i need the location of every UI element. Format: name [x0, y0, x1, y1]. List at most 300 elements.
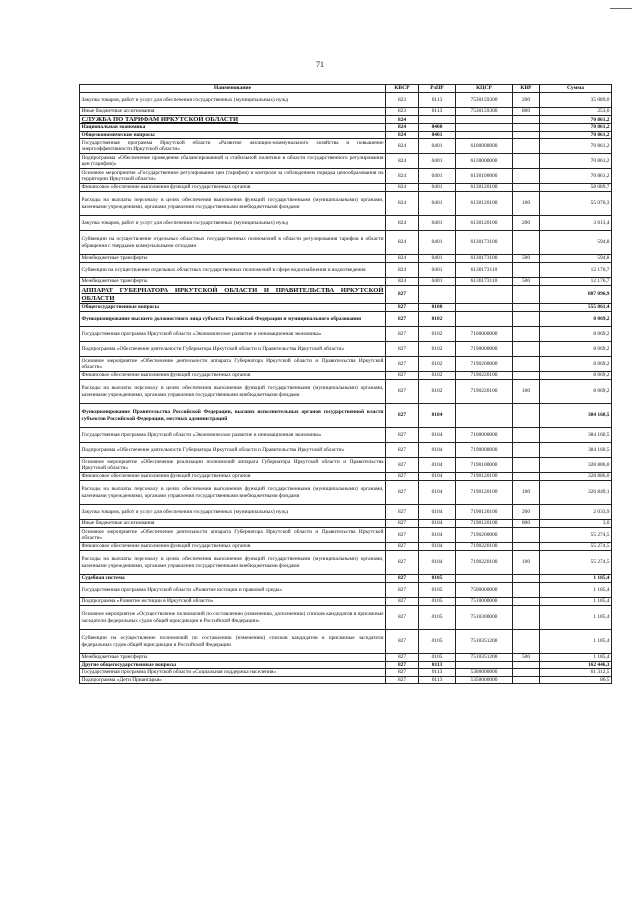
cell-name: Межбюджетные трансферты [80, 654, 386, 662]
cell-name: СЛУЖБА ПО ТАРИФАМ ИРКУТСКОЙ ОБЛАСТИ [80, 116, 386, 124]
cell-rzpr: 0400 [419, 124, 456, 131]
cell-kcsr [456, 662, 513, 669]
table-row [80, 116, 612, 124]
cell-kvsr: 827 [386, 528, 419, 543]
cell-name: Государственная программа Иркутской области «Экономическое развитие и инновационная экономика» [80, 428, 386, 443]
cell-name: Подпрограмма «Обеспечение деятельности Губернатора Иркутской области и Правительства Иркутской области» [80, 342, 386, 357]
cell-kvr [513, 116, 540, 124]
cell-rzpr: 0401 [419, 192, 456, 216]
cell-rzpr: 0401 [419, 154, 456, 169]
cell-kvr [513, 184, 540, 192]
cell-rzpr: 0113 [419, 676, 456, 683]
cell-sum: 326 849,1 [540, 481, 612, 505]
cell-kvsr: 827 [386, 428, 419, 443]
cell-name: Субвенции на осуществление отдельных областных государственных полномочий в области регулирования тарифов в области обращения с твердыми коммунальными отходами [80, 231, 386, 255]
table-row [80, 327, 612, 342]
cell-sum: 70 861,2 [540, 131, 612, 138]
cell-kvr: 100 [513, 380, 540, 404]
cell-kvsr: 827 [386, 505, 419, 520]
cell-kcsr: 7530159300 [456, 93, 513, 108]
cell-sum: 1 185,4 [540, 630, 612, 654]
cell-kvr: 800 [513, 108, 540, 116]
cell-sum: 8 069,2 [540, 312, 612, 327]
cell-kcsr: 7190000000 [456, 342, 513, 357]
cell-kcsr: 6130120100 [456, 184, 513, 192]
cell-rzpr: 0104 [419, 458, 456, 473]
budget-table [79, 84, 612, 684]
cell-sum: 3 013,4 [540, 216, 612, 231]
cell-name: Государственная программа Иркутской области «Развитие юстиции и правовой среды» [80, 583, 386, 598]
cell-name: Функционирование Правительства Российской Федерации, высших исполнительных органов государственной власти субъектов Российской Федерации, местных администраций [80, 404, 386, 428]
column-header-kcsr: КЦСР [456, 85, 513, 93]
cell-sum: 807 096,9 [540, 286, 612, 304]
cell-kvsr: 827 [386, 520, 419, 528]
cell-kcsr: 7510351200 [456, 654, 513, 662]
cell-kcsr [456, 286, 513, 304]
cell-kvsr: 824 [386, 278, 419, 286]
cell-name: Закупка товаров, работ и услуг для обеспечения государственных (муниципальных) нужд [80, 93, 386, 108]
cell-kvr [513, 231, 540, 255]
cell-sum: 12 176,7 [540, 278, 612, 286]
cell-sum: 1 185,4 [540, 598, 612, 606]
cell-kvsr: 824 [386, 255, 419, 263]
table-row [80, 255, 612, 263]
cell-kcsr: 7190100000 [456, 458, 513, 473]
cell-kvsr: 824 [386, 131, 419, 138]
cell-kcsr: 6130000000 [456, 154, 513, 169]
cell-sum: 70 861,2 [540, 139, 612, 154]
column-header-kvsr: КВСР [386, 85, 419, 93]
cell-name: Национальная экономика [80, 124, 386, 131]
cell-name: Другие общегосударственные вопросы [80, 662, 386, 669]
cell-kcsr: 7190120100 [456, 473, 513, 481]
cell-kvr [513, 139, 540, 154]
cell-kvsr: 827 [386, 598, 419, 606]
cell-kvsr: 827 [386, 443, 419, 458]
table-row [80, 154, 612, 169]
cell-rzpr: 0104 [419, 404, 456, 428]
cell-kvr [513, 263, 540, 278]
cell-sum: 55 274,5 [540, 551, 612, 575]
cell-kvsr: 824 [386, 184, 419, 192]
cell-kvr [513, 473, 540, 481]
cell-name: Основное мероприятие «Обеспечение деятельности аппарата Губернатора Иркутской области и Правительства Иркутской области» [81, 357, 384, 370]
cell-kvr [513, 357, 540, 372]
table-row [80, 598, 612, 606]
cell-kvr: 500 [513, 278, 540, 286]
cell-sum: 384 160,5 [540, 443, 612, 458]
table-row [80, 312, 612, 327]
cell-name: Межбюджетные трансферты [80, 255, 386, 263]
cell-sum: 8 069,2 [540, 380, 612, 404]
cell-kvsr: 827 [386, 342, 419, 357]
table-header-row [80, 85, 612, 93]
cell-kvr [513, 154, 540, 169]
cell-kvsr: 824 [386, 263, 419, 278]
cell-sum: 1 185,4 [540, 654, 612, 662]
table-row [80, 481, 612, 505]
cell-rzpr: 0102 [419, 357, 456, 372]
cell-kvsr: 827 [386, 669, 419, 676]
table-row [80, 520, 612, 528]
cell-kvr: 200 [513, 93, 540, 108]
cell-kcsr: 7510000000 [456, 598, 513, 606]
cell-rzpr: 0401 [419, 263, 456, 278]
cell-sum: 55 274,5 [540, 543, 612, 551]
table-row [80, 169, 612, 184]
cell-name: Подпрограмма «Дети Приангарья» [80, 676, 386, 683]
cell-kcsr [456, 312, 513, 327]
cell-rzpr: 0105 [419, 606, 456, 630]
cell-sum: 70 861,2 [540, 116, 612, 124]
cell-kvsr: 824 [386, 116, 419, 124]
cell-name: Подпрограмма «Обеспечение проведения сбалансированной и стабильной политики в области государственного регулирования цен (тарифов)» [81, 154, 384, 167]
cell-sum: 594,8 [540, 231, 612, 255]
table-row [80, 458, 612, 473]
cell-kvsr: 827 [386, 630, 419, 654]
cell-kvr [513, 528, 540, 543]
cell-kvsr: 827 [386, 458, 419, 473]
cell-name: Закупка товаров, работ и услуг для обеспечения государственных (муниципальных) нужд [80, 216, 386, 231]
cell-kcsr: 7510351200 [456, 630, 513, 654]
cell-kcsr: 7190220100 [456, 372, 513, 380]
table-row [80, 304, 612, 312]
cell-name: Расходы на выплаты персоналу в целях обеспечения выполнения функций государственными (муниципальными) органами, казенными учреждениями, органами управления государственными внебюджетными фондами [80, 481, 386, 505]
cell-kcsr [456, 304, 513, 312]
table-row [80, 372, 612, 380]
cell-kcsr: 7100000000 [456, 428, 513, 443]
cell-kvsr: 823 [386, 93, 419, 108]
cell-kvr [513, 131, 540, 138]
cell-kcsr [456, 124, 513, 131]
cell-name: Государственная программа Иркутской области «Развитие жилищно-коммунального хозяйства и повышение энергоэффективности Иркутской области» [81, 139, 384, 152]
cell-kvsr: 827 [386, 404, 419, 428]
corner-mark [610, 8, 632, 9]
cell-sum: 8 069,2 [540, 342, 612, 357]
cell-kcsr: 7190200000 [456, 528, 513, 543]
table-row [80, 108, 612, 116]
cell-kcsr: 6130100000 [456, 169, 513, 184]
cell-kvr [513, 583, 540, 598]
cell-kvsr: 827 [386, 676, 419, 683]
table-row [80, 139, 612, 154]
cell-kvr [513, 304, 540, 312]
cell-kvsr: 827 [386, 583, 419, 598]
cell-sum: 61 312,5 [540, 669, 612, 676]
cell-kvsr: 827 [386, 551, 419, 575]
cell-name: Расходы на выплаты персоналу в целях обеспечения выполнения функций государственными (муниципальными) органами, казенными учреждениями, органами управления государственными внебюджетными фондами [80, 380, 386, 404]
cell-kvr [513, 428, 540, 443]
cell-rzpr: 0100 [419, 304, 456, 312]
cell-kcsr [456, 116, 513, 124]
cell-kvr: 100 [513, 551, 540, 575]
cell-sum: 384 160,5 [540, 428, 612, 443]
cell-kcsr [456, 131, 513, 138]
cell-sum: 55 274,5 [540, 528, 612, 543]
table-row [80, 278, 612, 286]
cell-kcsr [456, 575, 513, 583]
cell-name: Закупка товаров, работ и услуг для обеспечения государственных (муниципальных) нужд [80, 505, 386, 520]
cell-kvr [513, 543, 540, 551]
table-row [80, 263, 612, 278]
table-row [80, 630, 612, 654]
cell-rzpr: 0104 [419, 551, 456, 575]
cell-name: Основное мероприятие «Государственное регулирование цен (тарифов) и контроля за соблюдением порядка ценообразования на территории Иркутской области» [81, 169, 384, 182]
table-row [80, 93, 612, 108]
cell-kvsr: 827 [386, 473, 419, 481]
cell-rzpr [419, 116, 456, 124]
cell-kcsr: 7190220100 [456, 380, 513, 404]
cell-kvr [513, 662, 540, 669]
table-row [80, 662, 612, 669]
cell-name: Финансовое обеспечение выполнения функций государственных органов [80, 184, 386, 192]
cell-kvsr: 827 [386, 312, 419, 327]
cell-kvr: 500 [513, 654, 540, 662]
cell-kvsr: 824 [386, 169, 419, 184]
cell-rzpr [419, 286, 456, 304]
table-row [80, 124, 612, 131]
cell-kcsr: 6130120100 [456, 216, 513, 231]
cell-kvr [513, 404, 540, 428]
cell-sum: 2 033,9 [540, 505, 612, 520]
table-row [80, 654, 612, 662]
cell-rzpr: 0104 [419, 428, 456, 443]
cell-kvr: 200 [513, 505, 540, 520]
cell-rzpr: 0105 [419, 654, 456, 662]
cell-name: Подпрограмма «Развитие юстиции в Иркутской области» [80, 598, 386, 606]
cell-rzpr: 0401 [419, 184, 456, 192]
cell-rzpr: 0113 [419, 669, 456, 676]
cell-kcsr: 7530159300 [456, 108, 513, 116]
cell-sum: 70 861,2 [540, 169, 612, 184]
cell-name: Судебная система [80, 575, 386, 583]
cell-rzpr: 0401 [419, 216, 456, 231]
table-row [80, 357, 612, 372]
cell-name: Общеэкономические вопросы [80, 131, 386, 138]
column-header-name: Наименование [80, 85, 386, 93]
table-row [80, 606, 612, 630]
table-row [80, 528, 612, 543]
cell-kvsr: 827 [386, 286, 419, 304]
cell-kcsr: 7190120100 [456, 481, 513, 505]
cell-name: Государственная программа Иркутской области «Экономическое развитие и инновационная экономика» [80, 327, 386, 342]
cell-rzpr: 0104 [419, 481, 456, 505]
cell-kvr: 200 [513, 216, 540, 231]
cell-kvr [513, 169, 540, 184]
cell-kvsr: 824 [386, 231, 419, 255]
cell-kvsr: 827 [386, 380, 419, 404]
cell-kcsr: 5350000000 [456, 676, 513, 683]
cell-sum: 384 160,5 [540, 404, 612, 428]
table-row [80, 131, 612, 138]
cell-rzpr: 0104 [419, 520, 456, 528]
cell-kvr: 500 [513, 255, 540, 263]
cell-sum: 12 176,7 [540, 263, 612, 278]
cell-rzpr: 0401 [419, 139, 456, 154]
table-row [80, 551, 612, 575]
cell-name: Основное мероприятие «Обеспечение реализации полномочий аппарата Губернатора Иркутской области и Правительства Иркутской области» [81, 458, 384, 471]
cell-kcsr: 7190200000 [456, 357, 513, 372]
cell-kcsr: 7190220100 [456, 551, 513, 575]
cell-rzpr: 0102 [419, 380, 456, 404]
cell-name: Финансовое обеспечение выполнения функций государственных органов [80, 543, 386, 551]
cell-sum: 8 069,2 [540, 327, 612, 342]
table-row [80, 543, 612, 551]
cell-kvsr: 827 [386, 543, 419, 551]
cell-kcsr: 7100000000 [456, 327, 513, 342]
cell-name: Субвенции на осуществление полномочий по составлению (изменению) списков кандидатов в присяжные заседатели федеральных судов общей юрисдикции в Российской Федерации [80, 630, 386, 654]
cell-sum: 70 861,2 [540, 124, 612, 131]
cell-kvsr: 827 [386, 662, 419, 669]
cell-rzpr: 0401 [419, 231, 456, 255]
cell-name: Расходы на выплаты персоналу в целях обеспечения выполнения функций государственными (муниципальными) органами, казенными учреждениями, органами управления государственными внебюджетными фондами [80, 551, 386, 575]
cell-rzpr: 0104 [419, 543, 456, 551]
cell-sum: 3,0 [540, 520, 612, 528]
table-row [80, 342, 612, 357]
table-body [80, 93, 612, 684]
cell-kvsr: 824 [386, 192, 419, 216]
table-row [80, 184, 612, 192]
cell-rzpr: 0113 [419, 93, 456, 108]
table-row [80, 231, 612, 255]
cell-sum: 1 185,4 [540, 575, 612, 583]
cell-name: Иные бюджетные ассигнования [80, 520, 386, 528]
column-header-sum: Сумма [540, 85, 612, 93]
cell-name: Основное мероприятие «Осуществление полномочий по составлению (изменению, дополнению) списков кандидатов в присяжные заседатели федеральных судов общей юрисдикции в Российской Федерации» [80, 606, 386, 630]
table-row [80, 443, 612, 458]
cell-sum: 70 861,2 [540, 154, 612, 169]
cell-name: Подпрограмма «Обеспечение деятельности Губернатора Иркутской области и Правительства Иркутской области» [80, 443, 386, 458]
cell-rzpr: 0102 [419, 372, 456, 380]
cell-kvr [513, 286, 540, 304]
cell-sum: 8 069,2 [540, 372, 612, 380]
cell-kcsr: 6130173100 [456, 231, 513, 255]
cell-kvr: 100 [513, 481, 540, 505]
cell-rzpr: 0102 [419, 342, 456, 357]
cell-sum: 555 861,4 [540, 304, 612, 312]
cell-kvr [513, 124, 540, 131]
cell-name: Субвенции на осуществление отдельных областных государственных полномочий в сфере водоснабжения и водоотведения [80, 263, 386, 278]
cell-sum: 8 069,2 [540, 357, 612, 372]
cell-rzpr: 0401 [419, 169, 456, 184]
cell-sum: 55 076,3 [540, 192, 612, 216]
cell-kcsr: 7510300000 [456, 606, 513, 630]
table-row [80, 428, 612, 443]
cell-kcsr: 6130120100 [456, 192, 513, 216]
cell-kvsr: 824 [386, 139, 419, 154]
table-row [80, 583, 612, 598]
cell-rzpr: 0102 [419, 312, 456, 327]
cell-kvsr: 827 [386, 304, 419, 312]
cell-sum: 162 446,3 [540, 662, 612, 669]
cell-name: Иные бюджетные ассигнования [80, 108, 386, 116]
cell-kcsr: 6130173110 [456, 278, 513, 286]
cell-rzpr: 0105 [419, 575, 456, 583]
cell-kvr [513, 372, 540, 380]
cell-kvr [513, 669, 540, 676]
cell-kcsr: 6130173100 [456, 255, 513, 263]
cell-sum: 1 185,4 [540, 606, 612, 630]
table-row [80, 404, 612, 428]
page-number: 71 [316, 60, 324, 69]
table-row [80, 192, 612, 216]
cell-kvr [513, 598, 540, 606]
cell-sum: 35 089,0 [540, 93, 612, 108]
column-header-rzpr: РзПР [419, 85, 456, 93]
cell-rzpr: 0104 [419, 473, 456, 481]
cell-name: Финансовое обеспечение выполнения функций государственных органов [80, 372, 386, 380]
cell-kcsr [456, 404, 513, 428]
cell-kvr [513, 312, 540, 327]
cell-rzpr: 0401 [419, 131, 456, 138]
cell-kcsr: 7190000000 [456, 443, 513, 458]
table-row [80, 473, 612, 481]
cell-rzpr: 0105 [419, 598, 456, 606]
cell-kvr [513, 676, 540, 683]
cell-name: Межбюджетные трансферты [80, 278, 386, 286]
cell-kvsr: 827 [386, 654, 419, 662]
cell-kvr [513, 327, 540, 342]
column-header-kvr: КВР [513, 85, 540, 93]
cell-name: Государственная программа Иркутской области «Социальная поддержка населения» [80, 669, 386, 676]
table-row [80, 575, 612, 583]
cell-rzpr: 0113 [419, 108, 456, 116]
cell-kvr [513, 443, 540, 458]
cell-kcsr: 7190120100 [456, 520, 513, 528]
cell-kvsr: 827 [386, 372, 419, 380]
cell-rzpr: 0401 [419, 278, 456, 286]
cell-kvsr: 827 [386, 575, 419, 583]
cell-kvr: 100 [513, 192, 540, 216]
cell-name: Функционирование высшего должностного лица субъекта Российской Федерации и муниципального образования [80, 312, 386, 327]
cell-name: АППАРАТ ГУБЕРНАТОРА ИРКУТСКОЙ ОБЛАСТИ И ПРАВИТЕЛЬСТВА ИРКУТСКОЙ ОБЛАСТИ [81, 287, 384, 302]
cell-kvsr: 827 [386, 606, 419, 630]
cell-kvsr: 823 [386, 108, 419, 116]
cell-kvsr: 824 [386, 124, 419, 131]
cell-kvsr: 824 [386, 154, 419, 169]
cell-rzpr: 0401 [419, 255, 456, 263]
cell-sum: 328 886,0 [540, 473, 612, 481]
table-row [80, 216, 612, 231]
cell-sum: 594,8 [540, 255, 612, 263]
cell-name: Основное мероприятие «Обеспечение деятельности аппарата Губернатора Иркутской области и Правительства Иркутской области» [81, 528, 384, 541]
cell-rzpr: 0113 [419, 662, 456, 669]
table-row [80, 669, 612, 676]
cell-sum: 253,0 [540, 108, 612, 116]
cell-kvr [513, 630, 540, 654]
cell-sum: 328 886,0 [540, 458, 612, 473]
cell-sum: 1 185,4 [540, 583, 612, 598]
cell-rzpr: 0105 [419, 583, 456, 598]
cell-kcsr: 5300000000 [456, 669, 513, 676]
cell-rzpr: 0104 [419, 505, 456, 520]
cell-rzpr: 0104 [419, 443, 456, 458]
table-row [80, 286, 612, 304]
cell-kvr [513, 606, 540, 630]
table-row [80, 505, 612, 520]
cell-rzpr: 0102 [419, 327, 456, 342]
cell-name: Расходы на выплаты персоналу в целях обеспечения выполнения функций государственными (муниципальными) органами, казенными учреждениями, органами управления государственными внебюджетными фондами [80, 192, 386, 216]
cell-kvsr: 827 [386, 481, 419, 505]
cell-kvr [513, 342, 540, 357]
cell-kvr: 800 [513, 520, 540, 528]
cell-kvr [513, 575, 540, 583]
cell-sum: 58 089,7 [540, 184, 612, 192]
cell-kcsr: 7500000000 [456, 583, 513, 598]
table-row [80, 380, 612, 404]
cell-kcsr: 6130173110 [456, 263, 513, 278]
cell-kvr [513, 458, 540, 473]
